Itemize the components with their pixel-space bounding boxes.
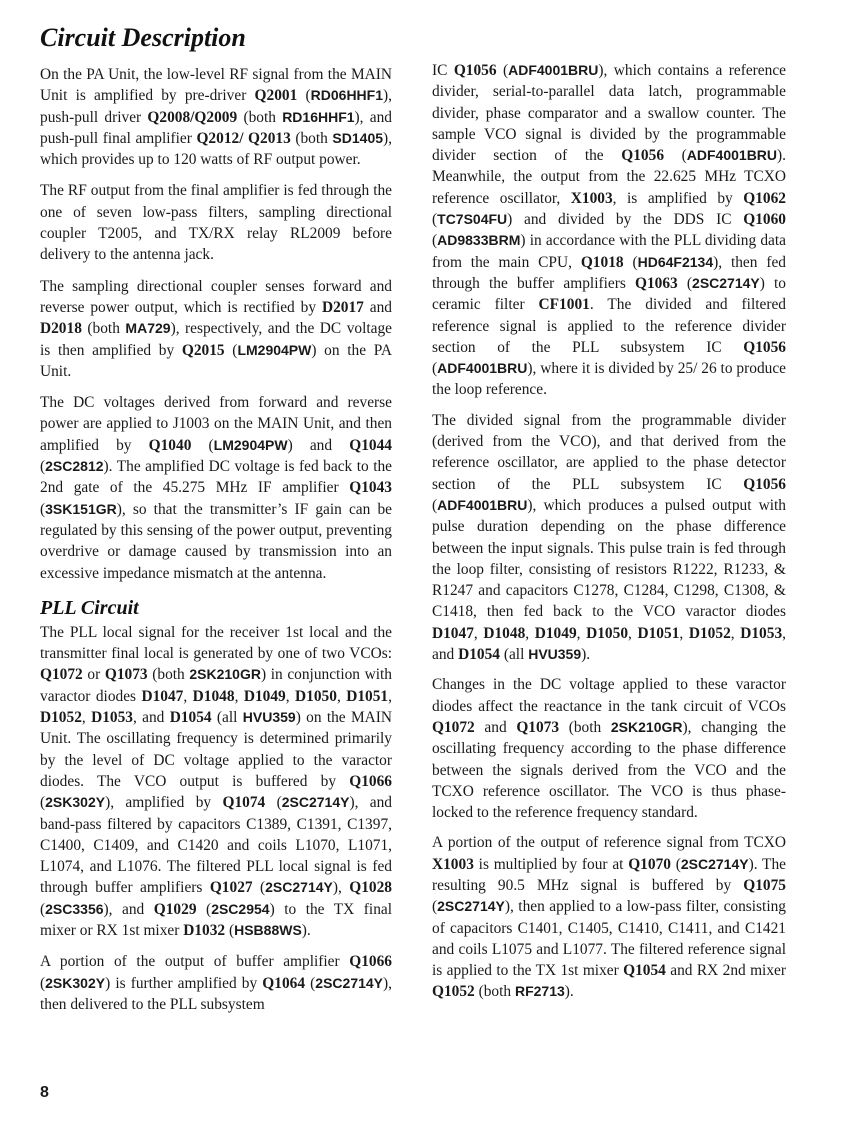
- left-column: [40, 22, 392, 1025]
- component-ref: Q1060: [743, 211, 786, 229]
- component-ref: Q1056: [743, 475, 786, 493]
- right-paragraphs-paragraph: A portion of the output of reference signal from TCXO X1003 is multiplied by four at Q1070 (2SC2714Y). The resulting 90.5 MHz signal is buffered by Q1075 (2SC2714Y), then applied to a low-pass filter, consisting of capacitors C1401, C1405, C1410, C1411, and C1421 and coils L1075 and L1077. The filtered reference signal is applied to the TX 1st mixer Q1054 and RX 2nd mixer Q1052 (both RF2713).: [432, 834, 786, 1001]
- part-number: 2SK210GR: [189, 666, 261, 683]
- part-number: RD16HHF1: [282, 108, 355, 125]
- left-paragraphs-paragraph: On the PA Unit, the low-level RF signal from the MAIN Unit is amplified by pre-driver Q2001 (RD06HHF1), push-pull driver Q2008/Q2009 (both RD16HHF1), and push-pull final amplifier Q2012/ Q2013 (both SD1405), which provides up to 120 watts of RF output power.: [40, 66, 392, 169]
- pll-paragraphs-paragraph: A portion of the output of buffer amplifier Q1066 (2SK302Y) is further amplified by Q1064 (2SC2714Y), then delivered to the PLL subsystem: [40, 953, 392, 1013]
- right-section: [432, 60, 786, 1003]
- component-ref: Q1018: [580, 253, 624, 271]
- component-ref: D2018: [40, 320, 82, 338]
- left-paragraphs-paragraph: The RF output from the final amplifier is fed through the one of seven low-pass filters, sampling directional coupler T2005, and TX/RX relay RL2009 before delivery to the antenna jack.: [40, 182, 392, 264]
- component-ref: D1051: [637, 624, 680, 642]
- part-number: RF2713: [514, 983, 565, 1000]
- component-ref: Q1072: [40, 666, 83, 684]
- part-number: ADF4001BRU: [508, 62, 599, 78]
- component-ref: Q1028: [349, 879, 393, 897]
- component-ref: Q1040: [148, 436, 192, 454]
- part-number: AD9833BRM: [437, 232, 521, 249]
- component-ref: Q1029: [153, 900, 197, 918]
- part-number: ADF4001BRU: [437, 496, 528, 513]
- part-number: RD06HHF1: [310, 87, 384, 104]
- component-ref: Q1073: [516, 718, 560, 736]
- part-number: LM2904PW: [213, 436, 288, 453]
- component-ref: D1051: [346, 687, 389, 705]
- part-number: 2SC3356: [45, 900, 104, 917]
- component-ref: Q1064: [262, 974, 306, 992]
- part-number: MA729: [125, 320, 171, 337]
- component-ref: Q1056: [621, 147, 665, 165]
- right-paragraphs-paragraph: The divided signal from the programmable divider (derived from the VCO), and that derived from the reference oscillator, are applied to the phase detector section of the PLL subsystem IC Q1056 (ADF4001BRU), which produces a pulsed output with pulse duration depending on the phase difference between the input signals. This pulse train is fed through the loop filter, consisting of resistors R1222, R1233, & R1247 and capacitors C1278, C1284, C1298, C1308, & C1418, then fed back to the VCO varactor diodes D1047, D1048, D1049, D1050, D1051, D1052, D1053, and D1054 (all HVU359).: [432, 411, 787, 664]
- part-number: 2SK210GR: [610, 718, 683, 735]
- part-number: ADF4001BRU: [686, 147, 778, 164]
- part-number: LM2904PW: [237, 341, 312, 358]
- component-ref: D1050: [295, 687, 337, 705]
- part-number: 2SC2714Y: [281, 794, 350, 811]
- component-ref: D1048: [192, 687, 235, 705]
- part-number: HSB88WS: [234, 921, 302, 938]
- component-ref: D1053: [91, 709, 133, 727]
- component-ref: D1052: [688, 624, 731, 642]
- component-ref: Q2015: [181, 341, 225, 359]
- component-ref: Q1062: [743, 189, 786, 207]
- component-ref: D1048: [483, 624, 526, 642]
- component-ref: D1052: [40, 709, 82, 727]
- component-ref: Q1075: [743, 876, 786, 894]
- component-ref: D1054: [169, 709, 212, 727]
- part-number: SD1405: [332, 129, 384, 146]
- part-number: HVU359: [528, 646, 582, 663]
- part-number: 2SC2714Y: [265, 879, 333, 896]
- component-ref: Q2008/Q2009: [147, 108, 238, 126]
- component-ref: Q1074: [222, 794, 266, 812]
- component-ref: Q1054: [623, 962, 666, 980]
- part-number: HD64F2134: [637, 253, 714, 270]
- pll-section: [40, 622, 392, 1015]
- pll-paragraphs-paragraph: The PLL local signal for the receiver 1st local and the transmitter final local is generated by one of two VCOs: Q1072 or Q1073 (both 2SK210GR) in conjunction with varactor diodes D1047, D1048, D1049, D1050, D1051, D1052, D1053, and D1054 (all HVU359) on the MAIN Unit. The oscillating frequency is determined primarily by the level of DC voltage applied to the varactor diodes. The VCO output is buffered by Q1066 (2SK302Y), amplified by Q1074 (2SC2714Y), and band-pass filtered by capacitors C1389, C1391, C1397, C1400, C1409, and C1420 and coils L1070, L1071, L1074, and L1076. The filtered PLL local signal is fed through buffer amplifiers Q1027 (2SC2714Y), Q1028 (2SC3356), and Q1029 (2SC2954) to the TX final mixer or RX 1st mixer D1032 (HSB88WS).: [40, 623, 393, 939]
- right-paragraphs-paragraph: IC Q1056 (ADF4001BRU), which contains a reference divider, serial-to-parallel data latch, programmable divider, phase comparator and a swallow counter. The sample VCO signal is divided by the programmable divider section of the Q1056 (ADF4001BRU). Meanwhile, the output from the 22.625 MHz TCXO reference oscillator, X1003, is amplified by Q1062 (TC7S04FU) and divided by the DDS IC Q1060 (AD9833BRM) in accordance with the PLL dividing data from the main CPU, Q1018 (HD64F2134), then fed through the buffer amplifiers Q1063 (2SC2714Y) to ceramic filter CF1001. The divided and filtered reference signal is applied to the reference divider section of the PLL subsystem IC Q1056 (ADF4001BRU), where it is divided by 25/ 26 to produce the loop reference.: [432, 62, 787, 399]
- component-ref: D1047: [432, 624, 474, 642]
- part-number: ADF4001BRU: [437, 360, 528, 377]
- left-paragraphs-paragraph: The sampling directional coupler senses forward and reverse power output, which is rectified by D2017 and D2018 (both MA729), respectively, and the DC voltage is then amplified by Q2015 (LM2904PW) on the PA Unit.: [40, 277, 392, 380]
- component-ref: Q1056: [743, 338, 786, 356]
- right-paragraphs-paragraph: Changes in the DC voltage applied to these varactor diodes affect the reactance in the tank circuit of VCOs Q1072 and Q1073 (both 2SK210GR), changing the oscillating frequency according to the phase difference between the signals derived from the VCO and the TCXO reference oscillator. The VCO is thus phase-locked to the reference frequency standard.: [432, 676, 786, 822]
- part-number: 2SC2714Y: [437, 898, 505, 915]
- component-ref: D1047: [141, 687, 184, 705]
- pll-heading: PLL Circuit: [40, 596, 139, 619]
- component-ref: Q1063: [634, 274, 678, 292]
- page-number: 8: [40, 1084, 49, 1101]
- component-ref: D1054: [458, 646, 500, 664]
- part-number: TC7S04FU: [437, 211, 508, 228]
- component-ref: Q1070: [628, 855, 671, 873]
- component-ref: Q1073: [104, 666, 148, 684]
- right-column: [432, 60, 786, 1012]
- part-number: 2SK302Y: [45, 794, 106, 811]
- part-number: 2SC2714Y: [692, 274, 760, 291]
- component-ref: D1049: [534, 624, 577, 642]
- component-ref: X1003: [432, 855, 474, 873]
- part-number: 2SC2714Y: [315, 974, 384, 991]
- part-number: 2SK302Y: [45, 974, 106, 991]
- page-title: Circuit Description: [40, 23, 246, 52]
- component-ref: D2017: [321, 298, 364, 316]
- component-ref: D1049: [243, 687, 286, 705]
- component-ref: X1003: [570, 189, 613, 207]
- component-ref: Q2012/ Q2013: [196, 129, 291, 147]
- part-number: 2SC2812: [45, 458, 104, 475]
- part-number: 2SC2714Y: [680, 855, 749, 872]
- part-number: 2SC2954: [211, 900, 270, 917]
- component-ref: Q1056: [453, 62, 497, 79]
- component-ref: Q2001: [254, 87, 298, 105]
- part-number: HVU359: [242, 709, 296, 726]
- left-paragraphs-paragraph: The DC voltages derived from forward and reverse power are applied to J1003 on the MAIN Unit, and then amplified by Q1040 (LM2904PW) and Q1044 (2SC2812). The amplified DC voltage is fed back to the 2nd gate of the 45.275 MHz IF amplifier Q1043 (3SK151GR), so that the transmitter’s IF gain can be regulated by this sensing of the power output, preventing overdrive or damage caused by transmission into an excessive impedance mismatch at the antenna.: [40, 394, 392, 582]
- component-ref: Q1043: [349, 479, 392, 497]
- component-ref: Q1066: [349, 953, 392, 971]
- component-ref: Q1066: [349, 772, 392, 790]
- component-ref: Q1072: [432, 718, 475, 736]
- pa-section: [40, 64, 392, 584]
- part-number: 3SK151GR: [45, 500, 117, 517]
- component-ref: Q1027: [209, 879, 253, 897]
- component-ref: D1032: [183, 921, 226, 939]
- component-ref: CF1001: [538, 296, 590, 314]
- component-ref: Q1044: [349, 436, 392, 454]
- component-ref: D1053: [740, 624, 783, 642]
- component-ref: Q1052: [432, 983, 475, 1001]
- component-ref: D1050: [586, 624, 629, 642]
